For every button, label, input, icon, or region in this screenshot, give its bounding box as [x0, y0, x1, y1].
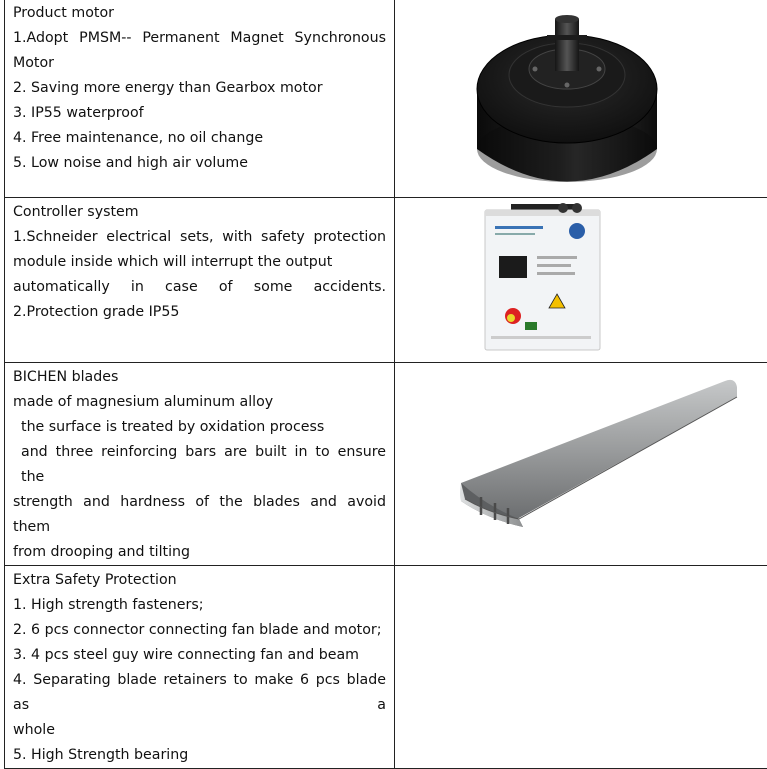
- list-item: 2. Saving more energy than Gearbox motor: [13, 76, 386, 101]
- list-item: strength and hardness of the blades and avoid them: [13, 490, 386, 540]
- row-bichen-blades: [5, 363, 767, 566]
- list-item: 3. IP55 waterproof: [13, 101, 386, 126]
- list-item: made of magnesium aluminum alloy: [13, 390, 386, 415]
- safety-empty-cell: [395, 566, 767, 769]
- list-item: 2.Protection grade IP55: [13, 300, 386, 325]
- list-item: automatically in case of some accidents.: [13, 275, 386, 300]
- blades-image-cell: [395, 363, 767, 566]
- list-item: 1. High strength fasteners;: [13, 593, 386, 618]
- product-motor-image-cell: [395, 0, 767, 198]
- list-item: 2. 6 pcs connector connecting fan blade and motor;: [13, 618, 386, 643]
- product-motor-text-cell: [5, 0, 395, 198]
- controller-image-cell: [395, 198, 767, 363]
- row-title: Product motor: [13, 1, 386, 26]
- safety-text-cell: [5, 566, 395, 769]
- list-item: module inside which will interrupt the output: [13, 250, 386, 275]
- controller-text-cell: [5, 198, 395, 363]
- list-item: from drooping and tilting: [13, 540, 386, 565]
- pmsm-motor-image: [395, 0, 767, 198]
- row-title: BICHEN blades: [13, 365, 386, 390]
- row-title: Controller system: [13, 200, 386, 225]
- list-item: and three reinforcing bars are built in to ensure the: [13, 440, 386, 490]
- list-item: 1.Schneider electrical sets, with safety protection: [13, 225, 386, 250]
- list-item: 1.Adopt PMSM-- Permanent Magnet Synchronous: [13, 26, 386, 51]
- list-item: 5. Low noise and high air volume: [13, 151, 386, 176]
- row-extra-safety: [5, 566, 767, 769]
- list-item: 4. Separating blade retainers to make 6 pcs blade as a: [13, 668, 386, 718]
- row-product-motor: [5, 0, 767, 198]
- spec-table: [4, 0, 767, 769]
- controller-box-image: [395, 198, 767, 363]
- blades-text-cell: [5, 363, 395, 566]
- list-item: Motor: [13, 51, 386, 76]
- list-item: 3. 4 pcs steel guy wire connecting fan and beam: [13, 643, 386, 668]
- list-item: the surface is treated by oxidation process: [13, 415, 386, 440]
- list-item: 4. Free maintenance, no oil change: [13, 126, 386, 151]
- row-controller-system: [5, 198, 767, 363]
- row-title: Extra Safety Protection: [13, 568, 386, 593]
- aluminum-blade-image: [395, 363, 767, 537]
- list-item: 5. High Strength bearing: [13, 743, 386, 768]
- list-item: whole: [13, 718, 386, 743]
